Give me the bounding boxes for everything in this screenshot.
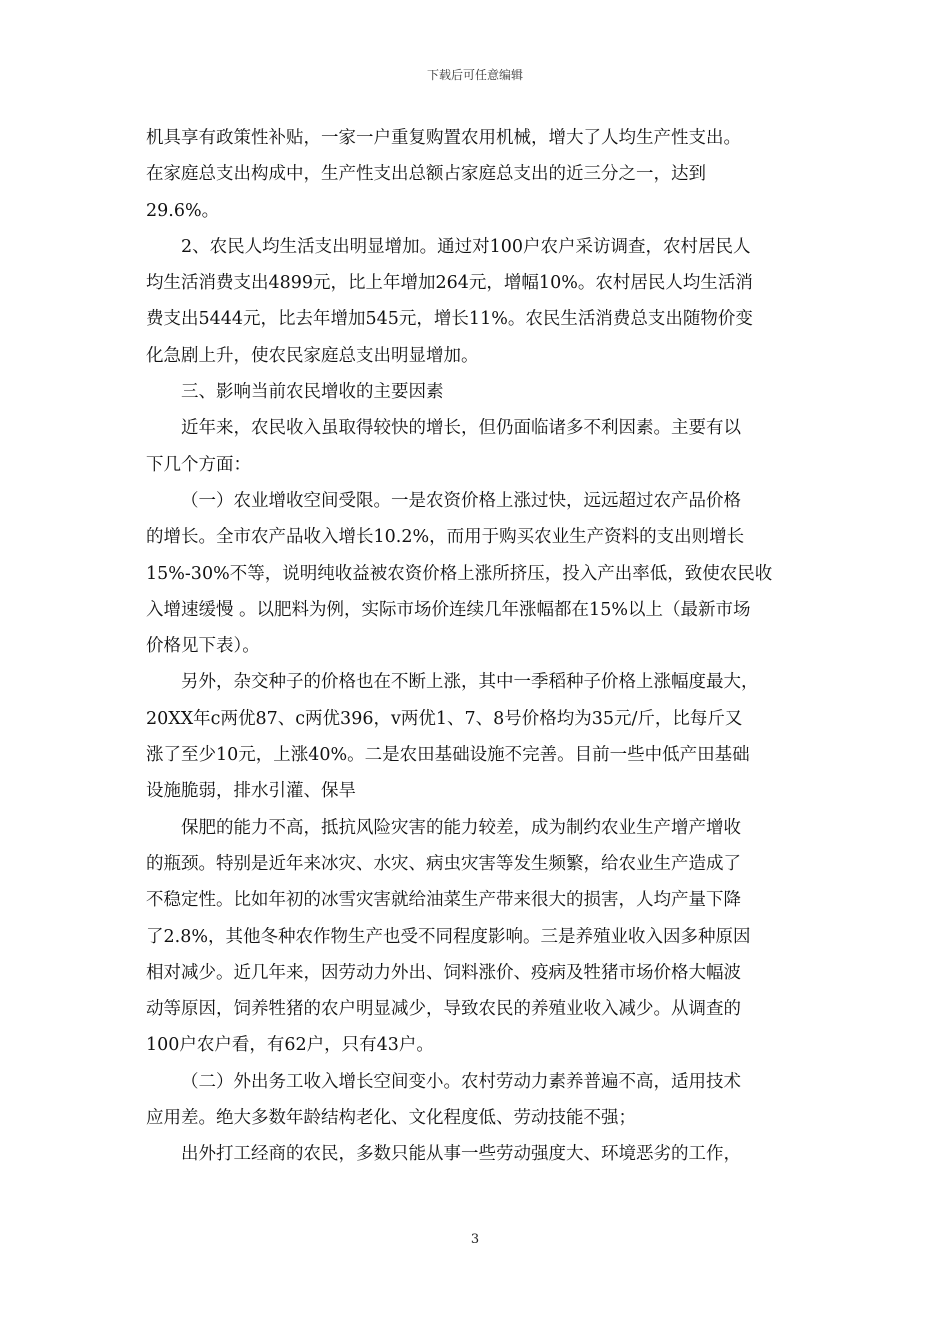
text-line: 近年来，农民收入虽取得较快的增长，但仍面临诸多不利因素。主要有以: [181, 418, 741, 439]
text-line: 了2.8%，其他冬种农作物生产也受不同程度影响。三是养殖业收入因多种原因: [146, 926, 751, 947]
text-line: 100户农户看，有62户，只有43户。: [146, 1035, 434, 1056]
text-line: 另外，杂交种子的价格也在不断上涨，其中一季稻种子价格上涨幅度最大，: [181, 672, 759, 693]
document-body: [146, 120, 811, 1173]
text-line: （一）农业增收空间受限。一是农资价格上涨过快，远远超过农产品价格: [181, 490, 741, 511]
page-number: 3: [470, 1232, 480, 1247]
text-line: 机具享有政策性补贴，一家一户重复购置农用机械，增大了人均生产性支出。: [146, 128, 741, 148]
text-line: 2、农民人均生活支出明显增加。通过对100户农户采访调查，农村居民人: [181, 236, 751, 257]
section-heading: 三、影响当前农民增收的主要因素: [181, 382, 444, 403]
text-line: 15%-30%不等，说明纯收益被农资价格上涨所挤压，投入产出率低，致使农民收: [146, 563, 773, 584]
text-line: 均生活消费支出4899元，比上年增加264元，增幅10%。农村居民人均生活消: [146, 273, 753, 294]
text-line: 费支出5444元，比去年增加545元，增长11%。农民生活消费总支出随物价变: [146, 309, 753, 330]
text-line: 下几个方面：: [146, 454, 251, 475]
text-line: 保肥的能力不高，抵抗风险灾害的能力较差，成为制约农业生产增产增收: [181, 817, 741, 838]
page-header: 下载后可任意编辑: [426, 68, 523, 82]
text-line: 29.6%。: [146, 200, 220, 221]
text-line: 出外打工经商的农民，多数只能从事一些劳动强度大、环境恶劣的工作，: [181, 1144, 741, 1165]
text-line: 涨了至少10元，上涨40%。二是农田基础设施不完善。目前一些中低产田基础: [146, 745, 750, 766]
text-line: 在家庭总支出构成中，生产性支出总额占家庭总支出的近三分之一，达到: [146, 164, 706, 185]
text-line: 化急剧上升，使农民家庭总支出明显增加。: [146, 345, 479, 366]
text-line: 不稳定性。比如年初的冰雪灾害就给油菜生产带来很大的损害，人均产量下降: [146, 890, 741, 911]
text-line: 应用差。绝大多数年龄结构老化、文化程度低、劳动技能不强；: [146, 1108, 636, 1129]
text-line: 相对减少。近几年来，因劳动力外出、饲料涨价、疫病及牲猪市场价格大幅波: [146, 962, 741, 983]
text-line: 价格见下表）。: [146, 636, 260, 657]
text-line: （二）外出务工收入增长空间变小。农村劳动力素养普遍不高，适用技术: [181, 1071, 741, 1092]
text-line: 的瓶颈。特别是近年来冰灾、水灾、病虫灾害等发生频繁，给农业生产造成了: [146, 853, 741, 874]
text-line: 的增长。全市农产品收入增长10.2%，而用于购买农业生产资料的支出则增长: [146, 527, 745, 548]
text-line: 设施脆弱，排水引灌、保旱: [146, 781, 356, 802]
text-line: 入增速缓慢 。以肥料为例，实际市场价连续几年涨幅都在15%以上（最新市场: [146, 599, 751, 620]
text-line: 20XX年c两优87、c两优396，v两优1、7、8号价格均为35元/斤，比每斤又: [146, 708, 743, 729]
text-line: 动等原因，饲养牲猪的农户明显减少，导致农民的养殖业收入减少。从调查的: [146, 999, 741, 1020]
